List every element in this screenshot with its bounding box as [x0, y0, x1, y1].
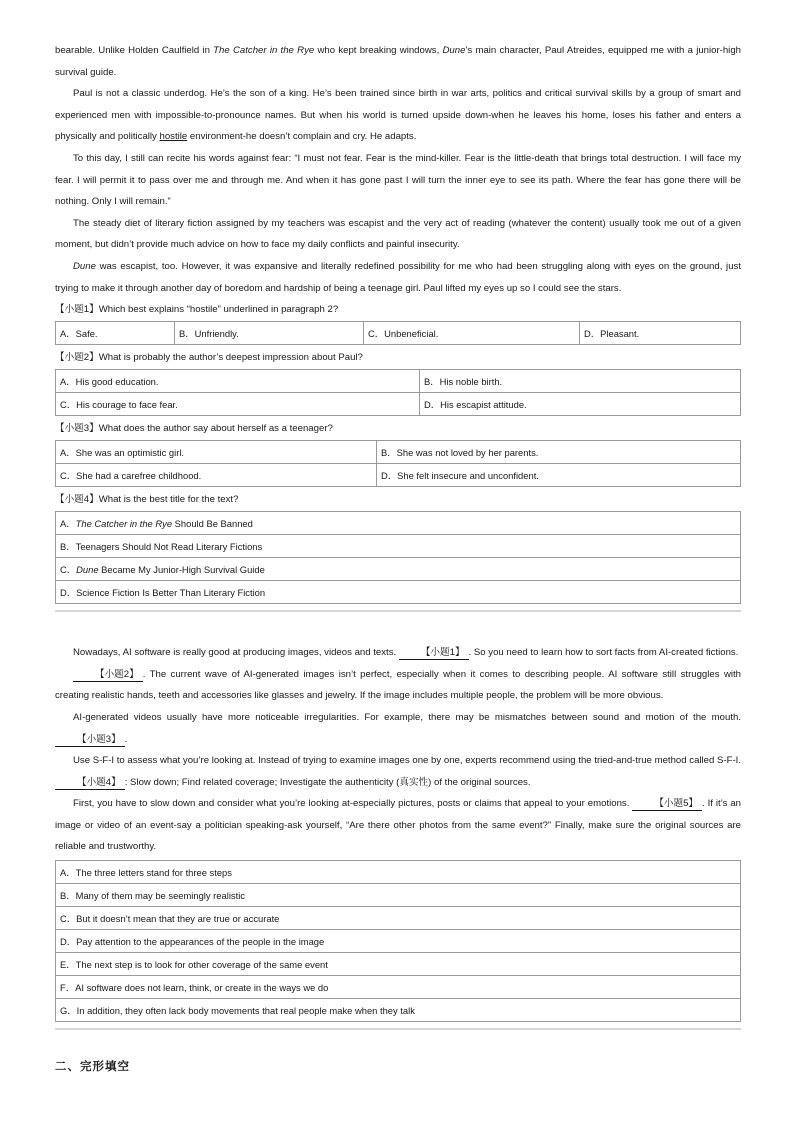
option-d[interactable]: D．Pleasant.: [580, 322, 741, 345]
option-b[interactable]: B．She was not loved by her parents.: [377, 441, 741, 464]
passage2-paragraph-5: First, you have to slow down and consider what you’re looking at-especially pictures, posts or claims that appeal to your emotions. 【小题5】 . If it’s an image or video of an event-say a politician speaking-ask yourself, “Are there other photos from the same event?” Finally, make sure the original sources are reliable and trustworthy.: [55, 798, 741, 853]
book-title: Dune: [73, 260, 96, 272]
passage2-options: [55, 860, 741, 1022]
option-b[interactable]: B．Many of them may be seemingly realistic: [56, 884, 741, 907]
option-b[interactable]: B．His noble birth.: [420, 370, 741, 393]
passage2-paragraph-2: 【小题2】 . The current wave of AI-generated images isn’t perfect, especially when it comes to describing people. AI software still struggles with creating realistic hands, teeth and accessories like glasses and jewelry. If the image includes multiple people, the problem will be more obvious.: [55, 668, 741, 702]
passage1-paragraph-2: To this day, I still can recite his words against fear: “I must not fear. Fear is the mind-killer. Fear is the little-death that brings total destruction. I will face my fear. I will permit it to pass over me and through me. And when it has gone past I will turn the inner eye to see its path. Where the fear has gone there will be nothing. Only I will remain.”: [55, 152, 741, 208]
book-title: The Catcher in the Rye: [213, 45, 315, 56]
passage2-paragraph-3: AI-generated videos usually have more noticeable irregularities. For example, there may be mismatches between sound and motion of the mouth. 【小题3】 .: [55, 707, 741, 750]
passage2-paragraph-4: Use S-F-I to assess what you’re looking at. Instead of trying to examine images one by one, experts recommend using the tried-and-true method called S-F-I. 【小题4】 : Slow down; Find related coverage; Investigate the authenticity (真实性) of the original sources.: [55, 750, 741, 793]
option-d[interactable]: D．Pay attention to the appearances of the people in the image: [56, 930, 741, 953]
question-2-stem: 【小题2】What is probably the author’s deepest impression about Paul?: [55, 352, 363, 364]
question-3-options: [55, 440, 741, 487]
option-c[interactable]: C．Dune Became My Junior-High Survival Guide: [56, 558, 741, 581]
book-title: Dune: [442, 45, 466, 56]
option-b[interactable]: B．Teenagers Should Not Read Literary Fictions: [56, 535, 741, 558]
option-a[interactable]: A．The Catcher in the Rye Should Be Banned: [56, 512, 741, 535]
underlined-word-hostile: hostile: [159, 131, 188, 143]
section-title: 二、完形填空: [55, 1059, 130, 1074]
question-2-options: [55, 369, 741, 416]
option-a[interactable]: A．She was an optimistic girl.: [56, 441, 377, 464]
passage1-paragraph-1: Paul is not a classic underdog. He’s the son of a king. He’s been trained since birth in war arts, politics and critical survival skills by a group of smart and experienced men with impossible-to-pronounce names. But when his world is turned upside down-when he leaves his home, loses his father and enters a physically and politically hostile environment-he doesn’t complain and cry. He adapts.: [55, 88, 741, 143]
option-c[interactable]: C．But it doesn’t mean that they are true or accurate: [56, 907, 741, 930]
question-3-stem: 【小题3】What does the author say about herself as a teenager?: [55, 423, 333, 435]
blank-4[interactable]: 【小题4】: [55, 776, 125, 790]
passage1-paragraph-0: bearable. Unlike Holden Caulfield in The Catcher in the Rye who kept breaking windows, Dune’s main character, Paul Atreides, equipped me with a junior-high survival guide.: [55, 45, 741, 78]
option-c[interactable]: C．His courage to face fear.: [56, 393, 420, 416]
option-g[interactable]: G．In addition, they often lack body movements that real people make when they talk: [56, 999, 741, 1022]
option-a[interactable]: A．The three letters stand for three steps: [56, 861, 741, 884]
option-a[interactable]: A．Safe.: [56, 322, 175, 345]
option-a[interactable]: A．His good education.: [56, 370, 420, 393]
option-c[interactable]: C．She had a carefree childhood.: [56, 464, 377, 487]
passage2-paragraph-1: Nowadays, AI software is really good at producing images, videos and texts. 【小题1】 . So you need to learn how to sort facts from AI-created fictions.: [73, 647, 739, 659]
option-e[interactable]: E．The next step is to look for other coverage of the same event: [56, 953, 741, 976]
question-4-stem: 【小题4】What is the best title for the text?: [55, 494, 239, 506]
question-1-stem: 【小题1】Which best explains “hostile” underlined in paragraph 2?: [55, 304, 339, 316]
blank-1[interactable]: 【小题1】: [399, 646, 469, 660]
passage1-paragraph-3: The steady diet of literary fiction assigned by my teachers was escapist and the very act of reading (whatever the content) usually took me out of a given moment, but didn’t provide much advice on how to face my daily conflicts and painful insecurity.: [55, 217, 741, 251]
section-divider: [55, 1028, 741, 1030]
blank-5[interactable]: 【小题5】: [632, 797, 702, 811]
passage1-paragraph-4: Dune was escapist, too. However, it was expansive and literally redefined possibility for me who had been struggling along with eyes on the ground, just trying to make it through another day of boredom and hardship of being a teenage girl. Paul lifted my eyes up so I could see the stars.: [55, 260, 741, 294]
option-d[interactable]: D．Science Fiction Is Better Than Literary Fiction: [56, 581, 741, 604]
blank-3[interactable]: 【小题3】: [55, 733, 125, 747]
blank-2[interactable]: 【小题2】: [73, 668, 143, 682]
option-d[interactable]: D．His escapist attitude.: [420, 393, 741, 416]
option-b[interactable]: B．Unfriendly.: [175, 322, 364, 345]
option-d[interactable]: D．She felt insecure and unconfident.: [377, 464, 741, 487]
document-page: [55, 40, 741, 1074]
option-f[interactable]: F．AI software does not learn, think, or create in the ways we do: [56, 976, 741, 999]
option-c[interactable]: C．Unbeneficial.: [364, 322, 580, 345]
question-1-options: [55, 321, 741, 345]
question-4-options: [55, 511, 741, 604]
